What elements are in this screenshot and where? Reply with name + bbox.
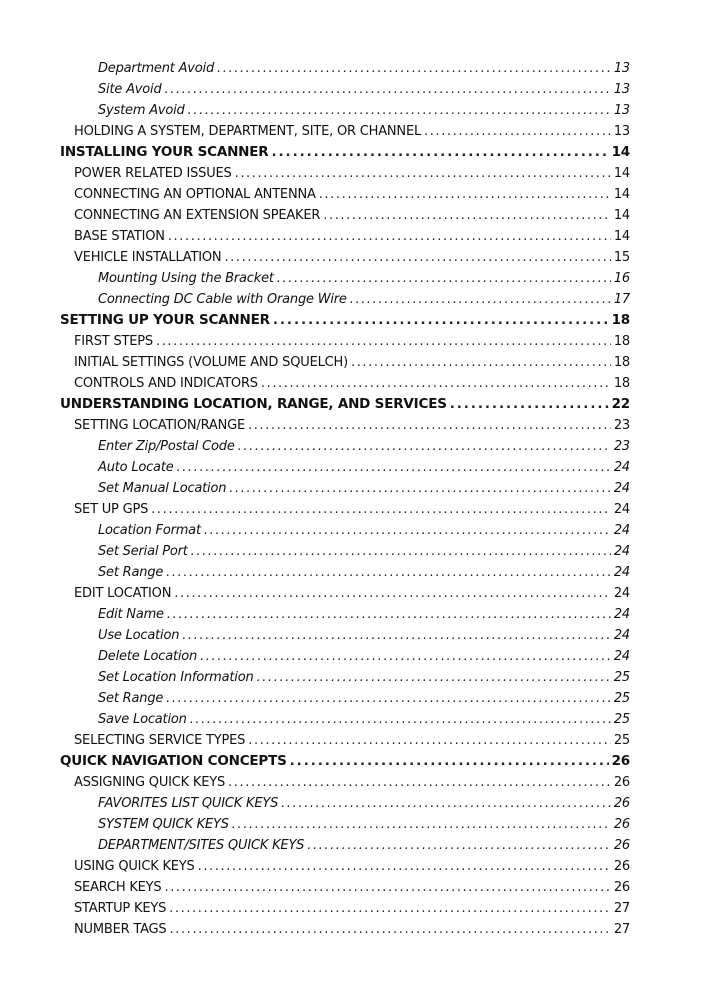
toc-entry-title: CONNECTING AN OPTIONAL ANTENNA xyxy=(74,187,316,202)
dot-leader xyxy=(217,58,611,79)
dot-leader xyxy=(323,205,611,226)
dot-leader xyxy=(277,268,611,289)
dot-leader xyxy=(164,877,610,898)
toc-section-entry[interactable] xyxy=(60,226,630,247)
dot-leader xyxy=(351,352,611,373)
toc-entry-title: Edit Name xyxy=(98,607,164,622)
table-of-contents xyxy=(60,58,630,940)
toc-entry-title: INSTALLING YOUR SCANNER xyxy=(60,144,269,160)
toc-entry-title: FIRST STEPS xyxy=(74,334,153,349)
toc-entry-page-number: 25 xyxy=(613,712,630,727)
toc-entry-title: UNDERSTANDING LOCATION, RANGE, AND SERVICES xyxy=(60,396,447,412)
toc-entry-title: NUMBER TAGS xyxy=(74,922,167,937)
toc-section-entry[interactable] xyxy=(60,877,630,898)
dot-leader xyxy=(307,835,611,856)
toc-entry-page-number: 26 xyxy=(613,859,630,874)
toc-subsection-entry[interactable] xyxy=(60,604,630,625)
dot-leader xyxy=(257,667,611,688)
dot-leader xyxy=(174,583,611,604)
toc-entry-title: Set Serial Port xyxy=(98,544,188,559)
toc-subsection-entry[interactable] xyxy=(60,520,630,541)
toc-subsection-entry[interactable] xyxy=(60,541,630,562)
toc-entry-title: Save Location xyxy=(98,712,187,727)
toc-entry-title: Enter Zip/Postal Code xyxy=(98,439,235,454)
dot-leader xyxy=(165,79,611,100)
toc-entry-page-number: 24 xyxy=(613,481,630,496)
toc-subsection-entry[interactable] xyxy=(60,457,630,478)
toc-entry-title: ASSIGNING QUICK KEYS xyxy=(74,775,226,790)
dot-leader xyxy=(190,709,611,730)
toc-chapter-entry[interactable] xyxy=(60,751,630,772)
toc-entry-title: SEARCH KEYS xyxy=(74,880,162,895)
toc-section-entry[interactable] xyxy=(60,163,630,184)
dot-leader xyxy=(156,331,611,352)
toc-entry-page-number: 26 xyxy=(613,880,630,895)
dot-leader xyxy=(166,688,611,709)
toc-entry-page-number: 24 xyxy=(613,523,630,538)
toc-entry-page-number: 14 xyxy=(611,144,630,160)
toc-section-entry[interactable] xyxy=(60,352,630,373)
toc-entry-title: Department Avoid xyxy=(98,61,215,76)
toc-entry-page-number: 26 xyxy=(613,796,630,811)
toc-entry-title: SELECTING SERVICE TYPES xyxy=(74,733,246,748)
toc-entry-title: USING QUICK KEYS xyxy=(74,859,195,874)
toc-entry-page-number: 23 xyxy=(613,418,630,433)
dot-leader xyxy=(319,184,611,205)
toc-entry-page-number: 14 xyxy=(613,208,630,223)
toc-entry-page-number: 14 xyxy=(613,187,630,202)
toc-entry-title: Connecting DC Cable with Orange Wire xyxy=(98,292,347,307)
toc-entry-title: Location Format xyxy=(98,523,201,538)
toc-entry-title: STARTUP KEYS xyxy=(74,901,167,916)
toc-entry-title: SET UP GPS xyxy=(74,502,149,517)
toc-entry-title: FAVORITES LIST QUICK KEYS xyxy=(98,796,279,811)
toc-section-entry[interactable] xyxy=(60,583,630,604)
dot-leader xyxy=(198,856,611,877)
toc-section-entry[interactable] xyxy=(60,919,630,940)
toc-section-entry[interactable] xyxy=(60,331,630,352)
toc-subsection-entry[interactable] xyxy=(60,814,630,835)
toc-entry-page-number: 24 xyxy=(613,565,630,580)
toc-subsection-entry[interactable] xyxy=(60,709,630,730)
toc-entry-page-number: 26 xyxy=(613,775,630,790)
toc-entry-page-number: 13 xyxy=(613,61,630,76)
toc-entry-page-number: 26 xyxy=(613,838,630,853)
toc-entry-page-number: 24 xyxy=(613,460,630,475)
toc-chapter-entry[interactable] xyxy=(60,394,630,415)
toc-subsection-entry[interactable] xyxy=(60,688,630,709)
toc-entry-title: Set Manual Location xyxy=(98,481,227,496)
toc-section-entry[interactable] xyxy=(60,415,630,436)
dot-leader xyxy=(166,562,611,583)
toc-chapter-entry[interactable] xyxy=(60,142,630,163)
toc-entry-title: BASE STATION xyxy=(74,229,165,244)
toc-entry-title: Delete Location xyxy=(98,649,198,664)
toc-entry-title: EDIT LOCATION xyxy=(74,586,172,601)
toc-entry-title: Use Location xyxy=(98,628,180,643)
toc-entry-title: CONTROLS AND INDICATORS xyxy=(74,376,258,391)
toc-entry-page-number: 25 xyxy=(613,691,630,706)
toc-section-entry[interactable] xyxy=(60,772,630,793)
toc-entry-page-number: 26 xyxy=(613,817,630,832)
dot-leader xyxy=(271,142,608,163)
toc-entry-page-number: 25 xyxy=(613,670,630,685)
dot-leader xyxy=(450,394,609,415)
toc-subsection-entry[interactable] xyxy=(60,58,630,79)
toc-entry-page-number: 18 xyxy=(613,334,630,349)
toc-subsection-entry[interactable] xyxy=(60,667,630,688)
toc-entry-page-number: 27 xyxy=(613,901,630,916)
toc-entry-page-number: 18 xyxy=(611,312,630,328)
toc-entry-page-number: 14 xyxy=(613,166,630,181)
toc-subsection-entry[interactable] xyxy=(60,478,630,499)
toc-section-entry[interactable] xyxy=(60,184,630,205)
toc-entry-title: HOLDING A SYSTEM, DEPARTMENT, SITE, OR CHANNEL xyxy=(74,124,421,139)
toc-entry-page-number: 16 xyxy=(613,271,630,286)
toc-entry-title: SETTING LOCATION/RANGE xyxy=(74,418,245,433)
toc-subsection-entry[interactable] xyxy=(60,835,630,856)
toc-entry-page-number: 17 xyxy=(613,292,630,307)
dot-leader xyxy=(191,541,611,562)
toc-subsection-entry[interactable] xyxy=(60,289,630,310)
toc-entry-title: CONNECTING AN EXTENSION SPEAKER xyxy=(74,208,321,223)
toc-entry-title: QUICK NAVIGATION CONCEPTS xyxy=(60,753,287,769)
toc-entry-page-number: 18 xyxy=(613,376,630,391)
toc-entry-page-number: 13 xyxy=(613,82,630,97)
toc-section-entry[interactable] xyxy=(60,856,630,877)
dot-leader xyxy=(182,625,611,646)
toc-entry-title: VEHICLE INSTALLATION xyxy=(74,250,222,265)
dot-leader xyxy=(228,772,611,793)
toc-entry-title: Site Avoid xyxy=(98,82,162,97)
toc-entry-page-number: 13 xyxy=(613,103,630,118)
dot-leader xyxy=(350,289,611,310)
dot-leader xyxy=(229,478,611,499)
toc-entry-title: INITIAL SETTINGS (VOLUME AND SQUELCH) xyxy=(74,355,348,370)
dot-leader xyxy=(200,646,611,667)
toc-subsection-entry[interactable] xyxy=(60,436,630,457)
toc-entry-page-number: 25 xyxy=(613,733,630,748)
toc-subsection-entry[interactable] xyxy=(60,625,630,646)
dot-leader xyxy=(151,499,611,520)
toc-chapter-entry[interactable] xyxy=(60,310,630,331)
toc-entry-page-number: 27 xyxy=(613,922,630,937)
dot-leader xyxy=(261,373,611,394)
toc-entry-page-number: 15 xyxy=(613,250,630,265)
dot-leader xyxy=(248,730,611,751)
toc-subsection-entry[interactable] xyxy=(60,646,630,667)
toc-subsection-entry[interactable] xyxy=(60,268,630,289)
toc-entry-page-number: 22 xyxy=(611,396,630,412)
toc-entry-page-number: 14 xyxy=(613,229,630,244)
toc-entry-title: POWER RELATED ISSUES xyxy=(74,166,232,181)
toc-entry-page-number: 24 xyxy=(613,607,630,622)
toc-section-entry[interactable] xyxy=(60,373,630,394)
toc-entry-title: Auto Locate xyxy=(98,460,174,475)
toc-entry-title: Set Range xyxy=(98,691,164,706)
toc-entry-title: SYSTEM QUICK KEYS xyxy=(98,817,229,832)
dot-leader xyxy=(281,793,611,814)
toc-section-entry[interactable] xyxy=(60,730,630,751)
dot-leader xyxy=(238,436,611,457)
toc-entry-page-number: 23 xyxy=(613,439,630,454)
dot-leader xyxy=(248,415,611,436)
toc-entry-title: DEPARTMENT/SITES QUICK KEYS xyxy=(98,838,305,853)
toc-entry-title: Set Location Information xyxy=(98,670,254,685)
toc-section-entry[interactable] xyxy=(60,205,630,226)
toc-entry-page-number: 26 xyxy=(611,753,630,769)
toc-entry-page-number: 24 xyxy=(613,586,630,601)
toc-subsection-entry[interactable] xyxy=(60,562,630,583)
toc-entry-page-number: 24 xyxy=(613,544,630,559)
dot-leader xyxy=(177,457,611,478)
dot-leader xyxy=(188,100,611,121)
toc-entry-title: System Avoid xyxy=(98,103,185,118)
toc-entry-page-number: 13 xyxy=(613,124,630,139)
dot-leader xyxy=(204,520,611,541)
dot-leader xyxy=(169,919,610,940)
toc-entry-title: SETTING UP YOUR SCANNER xyxy=(60,312,270,328)
toc-section-entry[interactable] xyxy=(60,898,630,919)
toc-section-entry[interactable] xyxy=(60,499,630,520)
toc-subsection-entry[interactable] xyxy=(60,793,630,814)
toc-section-entry[interactable] xyxy=(60,247,630,268)
toc-entry-page-number: 24 xyxy=(613,649,630,664)
toc-entry-title: Mounting Using the Bracket xyxy=(98,271,274,286)
toc-entry-page-number: 24 xyxy=(613,502,630,517)
dot-leader xyxy=(169,898,611,919)
dot-leader xyxy=(424,121,611,142)
toc-subsection-entry[interactable] xyxy=(60,79,630,100)
dot-leader xyxy=(273,310,609,331)
toc-subsection-entry[interactable] xyxy=(60,100,630,121)
toc-section-entry[interactable] xyxy=(60,121,630,142)
dot-leader xyxy=(168,226,611,247)
toc-entry-title: Set Range xyxy=(98,565,164,580)
dot-leader xyxy=(235,163,611,184)
toc-entry-page-number: 18 xyxy=(613,355,630,370)
dot-leader xyxy=(290,751,609,772)
dot-leader xyxy=(232,814,611,835)
dot-leader xyxy=(167,604,611,625)
toc-entry-page-number: 24 xyxy=(613,628,630,643)
dot-leader xyxy=(224,247,610,268)
